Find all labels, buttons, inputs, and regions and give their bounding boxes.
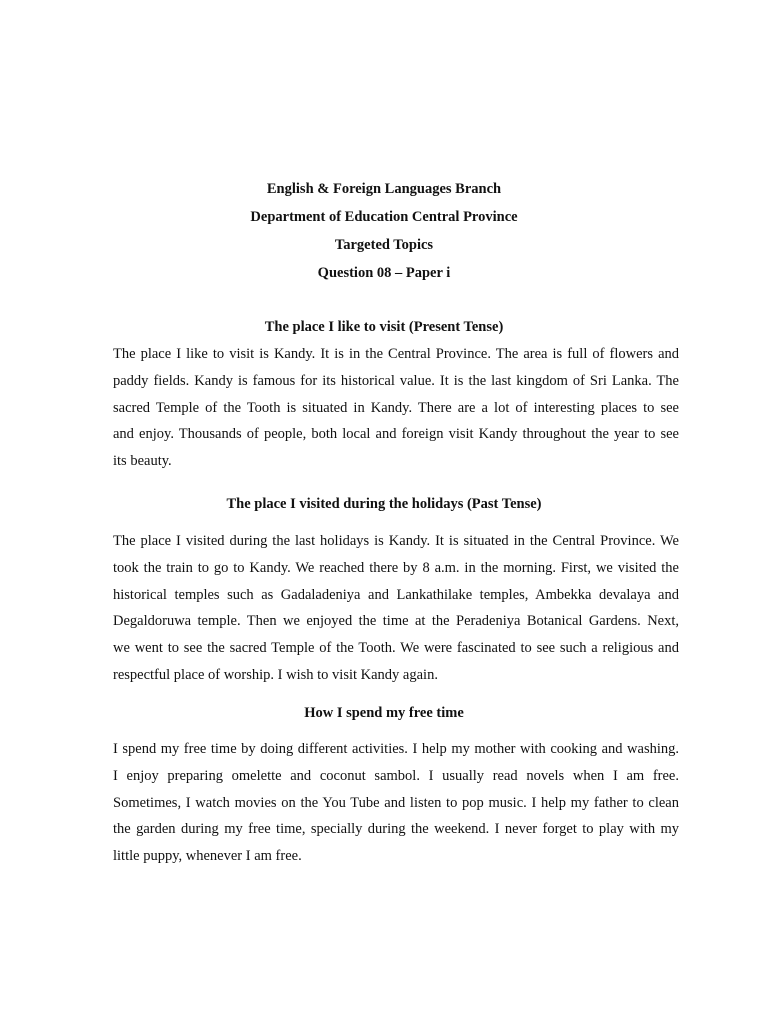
paragraph-line: respectful place of worship. I wish to visit Kandy again. [113,666,438,683]
paragraph-line: paddy fields. Kandy is famous for its historical value. It is the last kingdom of Sri Lanka. The [113,372,679,389]
document-header [0,175,768,287]
paragraph-line: historical temples such as Gadaladeniya and Lankathilake temples, Ambekka devalaya and [113,586,679,603]
section-heading-free-time: How I spend my free time [304,705,464,721]
paragraph-line: The place I like to visit is Kandy. It is in the Central Province. The area is full of flowers and [113,346,679,362]
branch-title: English & Foreign Languages Branch [266,181,502,197]
paragraph-line: I spend my free time by doing different activities. I help my mother with cooking and washing. [113,741,679,757]
paragraph-past-tense [113,528,679,689]
paragraph-line: and enjoy. Thousands of people, both local and foreign visit Kandy throughout the year to see [113,426,679,443]
paragraph-line: I enjoy preparing omelette and coconut sambol. I usually read novels when I am free. [113,767,679,784]
paragraph-line: Degaldoruwa temple. Then we enjoyed the time at the Peradeniya Botanical Gardens. Next, [113,613,679,630]
department-title: Department of Education Central Province [250,209,518,225]
section-heading-past-tense: The place I visited during the holidays (Past Tense) [226,496,542,512]
paragraph-free-time [113,736,679,870]
paragraph-present-tense [113,341,679,475]
paragraph-line: little puppy, whenever I am free. [113,848,302,865]
paragraph-line: sacred Temple of the Tooth is situated in Kandy. There are a lot of interesting places to see [113,399,679,416]
paragraph-line: Sometimes, I watch movies on the You Tube and listen to pop music. I help my father to clean [113,794,679,811]
section-heading-present-tense: The place I like to visit (Present Tense) [264,319,504,335]
paragraph-line: the garden during my free time, specially during the weekend. I never forget to play with my [113,821,679,838]
topics-title: Targeted Topics [334,237,434,253]
question-title: Question 08 – Paper i [317,265,451,281]
paragraph-line: The place I visited during the last holidays is Kandy. It is situated in the Central Province. We [113,533,679,549]
paragraph-line: took the train to go to Kandy. We reached there by 8 a.m. in the morning. First, we visited the [113,559,679,576]
paragraph-line: its beauty. [113,453,172,470]
paragraph-line: we went to see the sacred Temple of the Tooth. We were fascinated to see such a religious and [113,640,679,657]
